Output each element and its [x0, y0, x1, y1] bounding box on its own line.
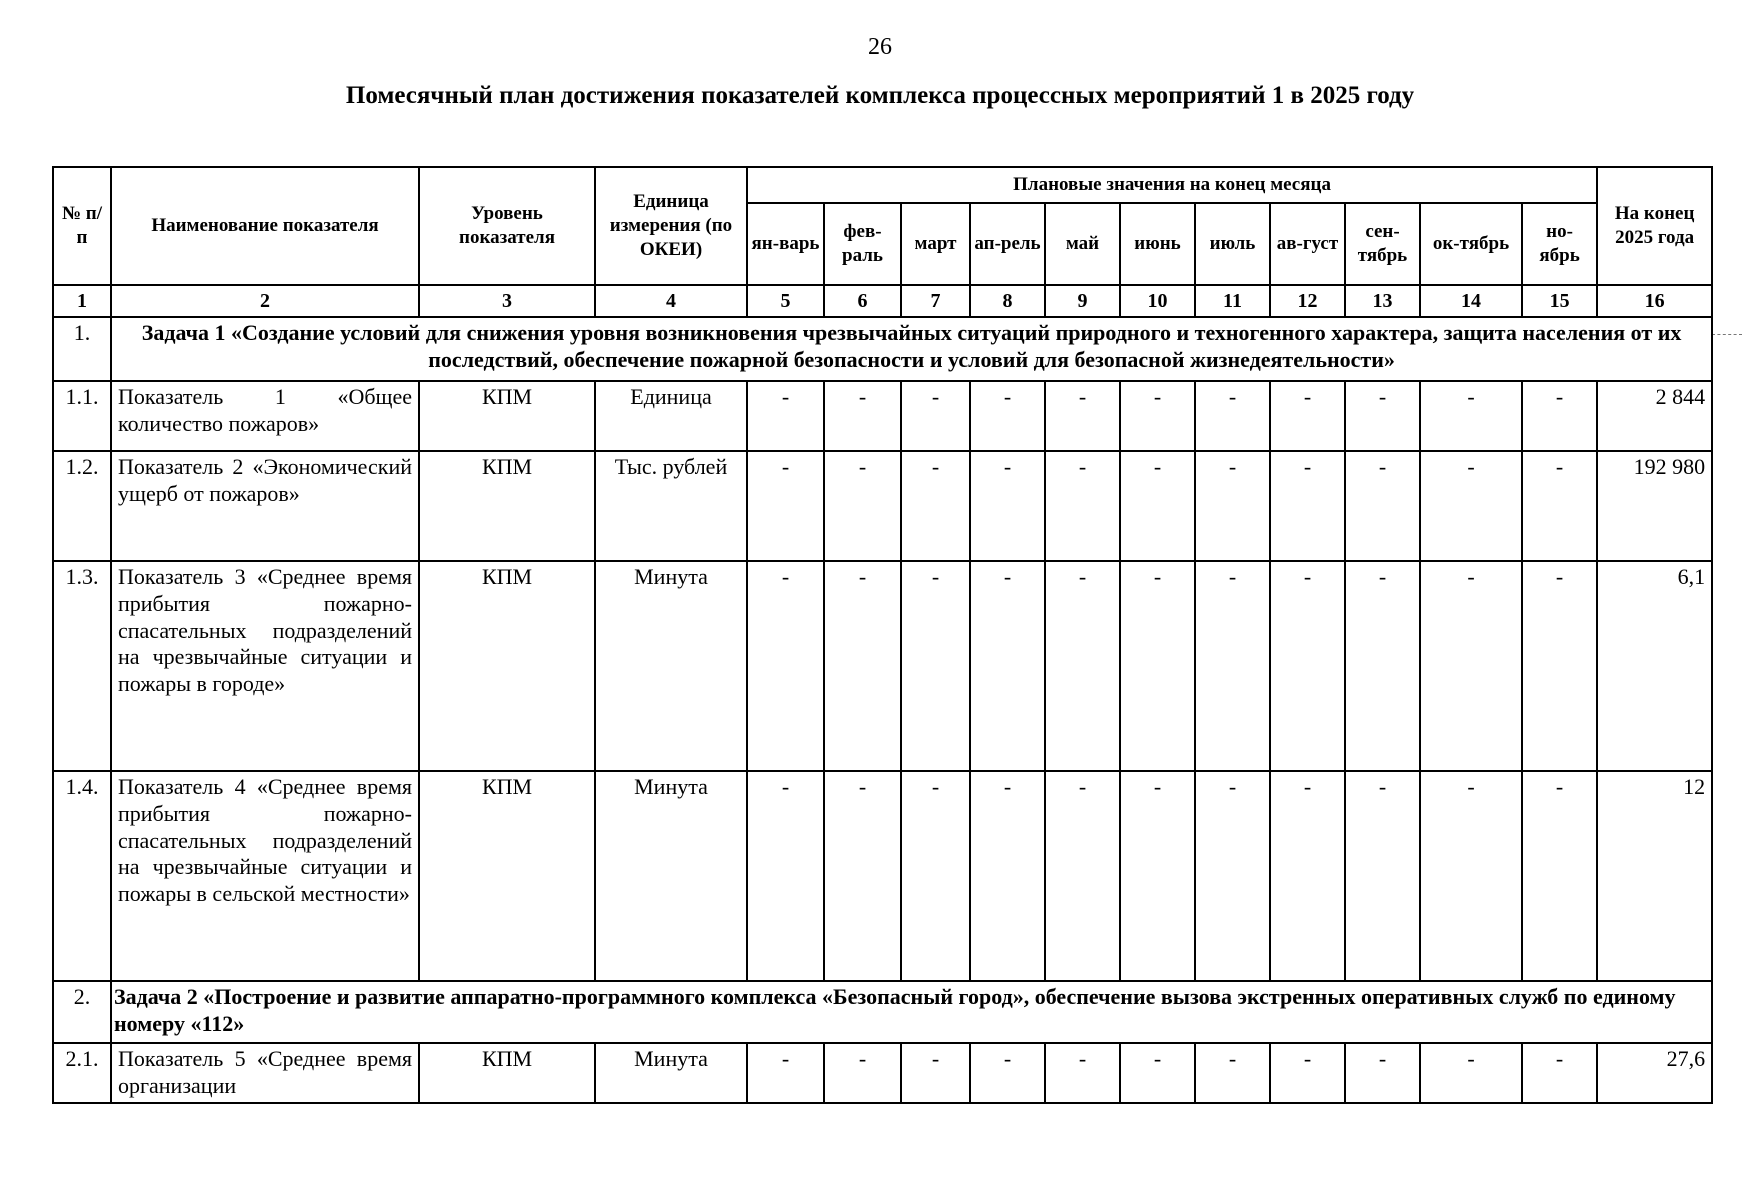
- column-number: 3: [419, 285, 595, 317]
- month-value: -: [901, 1043, 970, 1103]
- month-value: -: [970, 451, 1045, 561]
- header-num: № п/п: [53, 167, 111, 285]
- indicator-unit: Минута: [595, 1043, 747, 1103]
- month-value: -: [1522, 771, 1597, 981]
- indicator-name: Показатель 1 «Общее количество пожаров»: [111, 381, 419, 451]
- month-value: -: [1522, 561, 1597, 771]
- header-month: ян-варь: [747, 203, 824, 285]
- column-number: 9: [1045, 285, 1120, 317]
- month-value: -: [1120, 1043, 1195, 1103]
- column-number: 11: [1195, 285, 1270, 317]
- task-row-2: [53, 981, 1712, 1043]
- indicator-unit: Минута: [595, 561, 747, 771]
- header-month: июнь: [1120, 203, 1195, 285]
- month-value: -: [1195, 1043, 1270, 1103]
- month-value: -: [747, 771, 824, 981]
- page-number: 26: [868, 34, 892, 60]
- column-number: 12: [1270, 285, 1345, 317]
- month-value: -: [1045, 561, 1120, 771]
- month-value: -: [1195, 561, 1270, 771]
- row-number: 1.1.: [53, 381, 111, 451]
- month-value: -: [901, 381, 970, 451]
- row-number: 1.4.: [53, 771, 111, 981]
- header-month: фев-раль: [824, 203, 901, 285]
- document-title: Помесячный план достижения показателей комплекса процессных мероприятий 1 в 2025 году: [345, 82, 1415, 109]
- indicator-name: Показатель 3 «Среднее время прибытия пожарно-спасательных подразделений на чрезвычайные ситуации и пожары в городе»: [111, 561, 419, 771]
- column-number: 6: [824, 285, 901, 317]
- column-number: 4: [595, 285, 747, 317]
- month-value: -: [1345, 771, 1420, 981]
- month-value: -: [1120, 771, 1195, 981]
- row-number: 2.1.: [53, 1043, 111, 1103]
- month-value: -: [1270, 561, 1345, 771]
- month-value: -: [1270, 771, 1345, 981]
- column-number: 15: [1522, 285, 1597, 317]
- month-value: -: [1270, 381, 1345, 451]
- month-value: -: [1522, 451, 1597, 561]
- column-number: 1: [53, 285, 111, 317]
- month-value: -: [1522, 1043, 1597, 1103]
- month-value: -: [824, 771, 901, 981]
- month-value: -: [1345, 381, 1420, 451]
- indicator-level: КПМ: [419, 451, 595, 561]
- header-row-top: [53, 167, 1712, 203]
- month-value: -: [1270, 1043, 1345, 1103]
- indicator-name: Показатель 2 «Экономический ущерб от пожаров»: [111, 451, 419, 561]
- month-value: -: [1420, 1043, 1522, 1103]
- header-level: Уровень показателя: [419, 167, 595, 285]
- month-value: -: [901, 771, 970, 981]
- month-value: -: [1522, 381, 1597, 451]
- header-month: май: [1045, 203, 1120, 285]
- month-value: -: [1195, 451, 1270, 561]
- month-value: -: [901, 451, 970, 561]
- column-number-row: [53, 285, 1712, 317]
- month-value: -: [747, 1043, 824, 1103]
- indicator-row-1-1: [53, 381, 1712, 451]
- month-value: -: [1045, 1043, 1120, 1103]
- scan-artifact-line: [1712, 334, 1742, 335]
- month-value: -: [1120, 561, 1195, 771]
- header-month: но-ябрь: [1522, 203, 1597, 285]
- task-description: Задача 2 «Построение и развитие аппаратно-программного комплекса «Безопасный город», обеспечение вызова экстренных оперативных служб по единому номеру «112»: [111, 981, 1712, 1043]
- header-plan-values: Плановые значения на конец месяца: [747, 167, 1597, 203]
- row-number: 1.2.: [53, 451, 111, 561]
- header-month: июль: [1195, 203, 1270, 285]
- month-value: -: [1420, 381, 1522, 451]
- indicator-row-1-2: [53, 451, 1712, 561]
- column-number: 14: [1420, 285, 1522, 317]
- column-number: 13: [1345, 285, 1420, 317]
- month-value: -: [824, 451, 901, 561]
- month-value: -: [901, 561, 970, 771]
- year-end-value: 192 980: [1597, 451, 1712, 561]
- task-description: Задача 1 «Создание условий для снижения уровня возникновения чрезвычайных ситуаций природного и техногенного характера, защита населения от их последствий, обеспечение пожарной безопасности и условий для безопасной жизнедеятельности»: [111, 317, 1712, 381]
- header-name: Наименование показателя: [111, 167, 419, 285]
- year-end-value: 12: [1597, 771, 1712, 981]
- row-number: 1.3.: [53, 561, 111, 771]
- month-value: -: [970, 561, 1045, 771]
- indicator-level: КПМ: [419, 771, 595, 981]
- year-end-value: 6,1: [1597, 561, 1712, 771]
- month-value: -: [1345, 451, 1420, 561]
- indicator-row-2-1: [53, 1043, 1712, 1103]
- month-value: -: [824, 381, 901, 451]
- indicator-plan-table: [52, 166, 1713, 1104]
- indicator-unit: Тыс. рублей: [595, 451, 747, 561]
- month-value: -: [970, 1043, 1045, 1103]
- task-number: 1.: [53, 317, 111, 381]
- month-value: -: [1270, 451, 1345, 561]
- column-number: 7: [901, 285, 970, 317]
- indicator-level: КПМ: [419, 1043, 595, 1103]
- column-number: 5: [747, 285, 824, 317]
- header-year-end: На конец 2025 года: [1597, 167, 1712, 285]
- month-value: -: [1420, 561, 1522, 771]
- indicator-row-1-4: [53, 771, 1712, 981]
- header-month: март: [901, 203, 970, 285]
- month-value: -: [747, 451, 824, 561]
- month-value: -: [1195, 771, 1270, 981]
- indicator-name: Показатель 5 «Среднее время организации: [111, 1043, 419, 1103]
- month-value: -: [1420, 771, 1522, 981]
- header-month: сен-тябрь: [1345, 203, 1420, 285]
- column-number: 10: [1120, 285, 1195, 317]
- month-value: -: [824, 561, 901, 771]
- month-value: -: [1045, 451, 1120, 561]
- month-value: -: [1045, 771, 1120, 981]
- month-value: -: [970, 381, 1045, 451]
- indicator-level: КПМ: [419, 561, 595, 771]
- month-value: -: [747, 561, 824, 771]
- month-value: -: [1420, 451, 1522, 561]
- month-value: -: [1345, 1043, 1420, 1103]
- header-month: ап-рель: [970, 203, 1045, 285]
- header-month: ав-густ: [1270, 203, 1345, 285]
- month-value: -: [747, 381, 824, 451]
- month-value: -: [1195, 381, 1270, 451]
- header-month: ок-тябрь: [1420, 203, 1522, 285]
- indicator-unit: Единица: [595, 381, 747, 451]
- month-value: -: [1045, 381, 1120, 451]
- month-value: -: [1120, 381, 1195, 451]
- month-value: -: [1120, 451, 1195, 561]
- year-end-value: 2 844: [1597, 381, 1712, 451]
- column-number: 8: [970, 285, 1045, 317]
- indicator-level: КПМ: [419, 381, 595, 451]
- task-row-1: [53, 317, 1712, 381]
- year-end-value: 27,6: [1597, 1043, 1712, 1103]
- indicator-row-1-3: [53, 561, 1712, 771]
- month-value: -: [824, 1043, 901, 1103]
- indicator-unit: Минута: [595, 771, 747, 981]
- column-number: 16: [1597, 285, 1712, 317]
- task-number: 2.: [53, 981, 111, 1043]
- indicator-name: Показатель 4 «Среднее время прибытия пожарно-спасательных подразделений на чрезвычайные ситуации и пожары в сельской местности»: [111, 771, 419, 981]
- month-value: -: [970, 771, 1045, 981]
- month-value: -: [1345, 561, 1420, 771]
- header-unit: Единица измерения (по ОКЕИ): [595, 167, 747, 285]
- column-number: 2: [111, 285, 419, 317]
